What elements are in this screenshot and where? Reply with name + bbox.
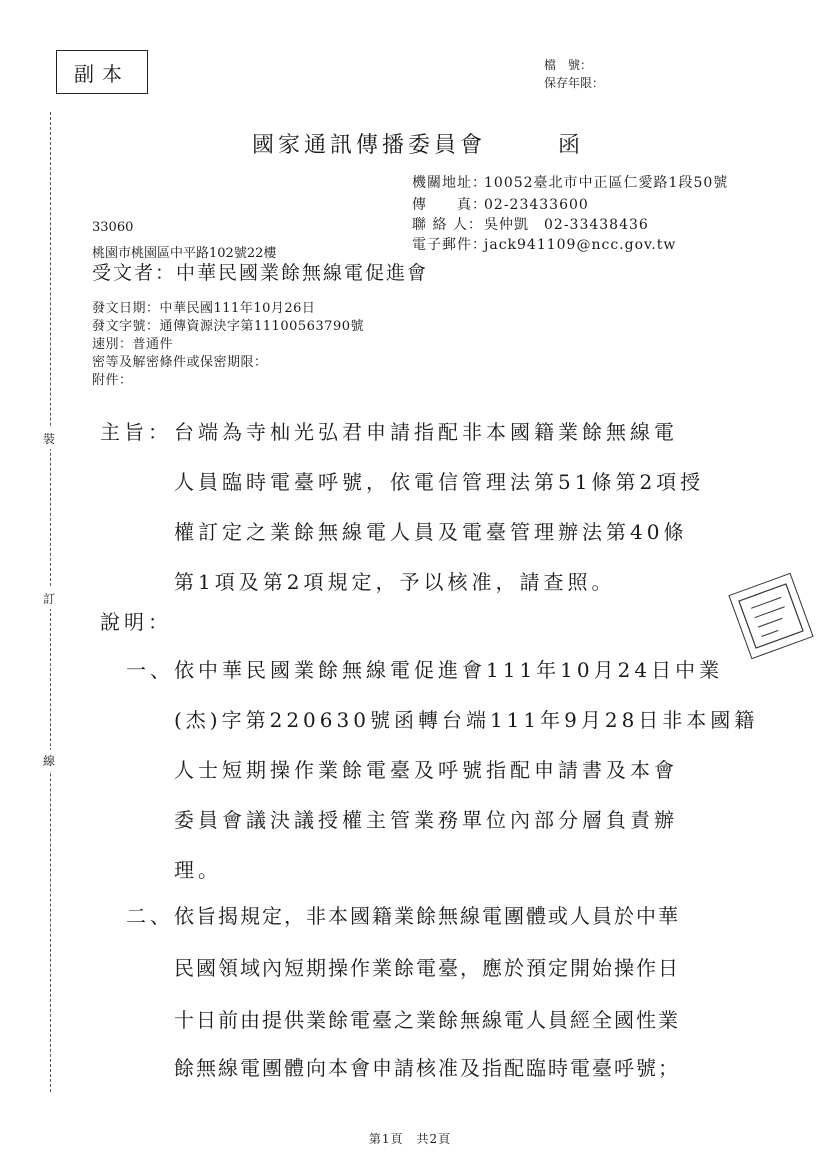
- contact-person: 吳仲凱 02-33438436: [484, 217, 649, 233]
- document-number: 發文字號：通傳資源決字第11100563790號: [92, 319, 364, 334]
- copy-stamp: 副本: [56, 50, 148, 94]
- item-1-line: 依中華民國業餘無線電促進會111年10月24日中業: [174, 658, 724, 682]
- binding-char-xian: 線: [43, 750, 55, 771]
- subject-line: 權訂定之業餘無線電人員及電臺管理辦法第40條: [174, 520, 688, 544]
- retention-period-label: 保存年限：: [544, 76, 605, 90]
- item-1-line: 委員會議決議授權主管業務單位內部分層負責辦: [174, 808, 678, 832]
- security-level: 密等及解密條件或保密期限：: [92, 355, 268, 370]
- fax-number: 02-23433600: [484, 197, 589, 213]
- email-label: 電子郵件：: [412, 237, 487, 253]
- item-1-line: (杰)字第220630號函轉台端111年9月28日非本國籍: [174, 708, 759, 732]
- item-2-line: 十日前由提供業餘電臺之業餘無線電人員經全國性業: [174, 1008, 680, 1032]
- binding-char-zhuang: 裝: [43, 428, 55, 449]
- document-type: 函: [558, 133, 581, 158]
- page-footer: 第1頁 共2頁: [368, 1132, 452, 1146]
- email-row: [412, 234, 676, 256]
- item-2-line: 餘無線電團體向本會申請核准及指配臨時電臺呼號；: [174, 1056, 680, 1080]
- contact-label: 聯 絡 人：: [412, 217, 483, 233]
- explanation-label: 說明：: [100, 610, 172, 634]
- seal-mark-icon: [735, 580, 807, 652]
- item-2-line: 民國領域內短期操作業餘電臺，應於預定開始操作日: [174, 956, 680, 980]
- email-address: jack941109@ncc.gov.tw: [484, 237, 677, 253]
- agency-seal-stamp: [728, 573, 813, 659]
- fax-label: 傳 真：: [412, 197, 487, 213]
- agency-address-row: [412, 172, 728, 194]
- item-1-line: 理。: [174, 858, 222, 882]
- item-2-marker: 二、: [126, 904, 174, 928]
- subject-label: 主旨：: [100, 420, 172, 444]
- delivery-speed: 速別：普通件: [92, 337, 174, 352]
- subject-line: 第1項及第2項規定，予以核准，請查照。: [174, 570, 616, 594]
- binding-char-ding: 訂: [43, 588, 55, 609]
- agency-title: 國家通訊傳播委員會: [252, 133, 487, 158]
- recipient-line: 受文者：中華民國業餘無線電促進會: [92, 262, 429, 284]
- item-1-marker: 一、: [126, 658, 174, 682]
- issue-date: 發文日期：中華民國111年10月26日: [92, 301, 316, 316]
- subject-line: 人員臨時電臺呼號，依電信管理法第51條第2項授: [174, 470, 705, 494]
- fax-row: [412, 194, 589, 216]
- contact-row: [412, 214, 649, 236]
- recipient-address: 桃園市桃園區中平路102號22樓: [92, 246, 277, 261]
- item-2-line: 依旨揭規定，非本國籍業餘無線電團體或人員於中華: [174, 904, 680, 928]
- agency-address: 10052臺北市中正區仁愛路1段50號: [484, 175, 729, 191]
- subject-line: 台端為寺杣光弘君申請指配非本國籍業餘無線電: [174, 420, 678, 444]
- item-1-line: 人士短期操作業餘電臺及呼號指配申請書及本會: [174, 758, 678, 782]
- file-number-label: 檔 號：: [544, 58, 593, 72]
- agency-address-label: 機關地址：: [412, 175, 487, 191]
- attachment-label: 附件：: [92, 373, 133, 388]
- recipient-zip: 33060: [92, 220, 134, 235]
